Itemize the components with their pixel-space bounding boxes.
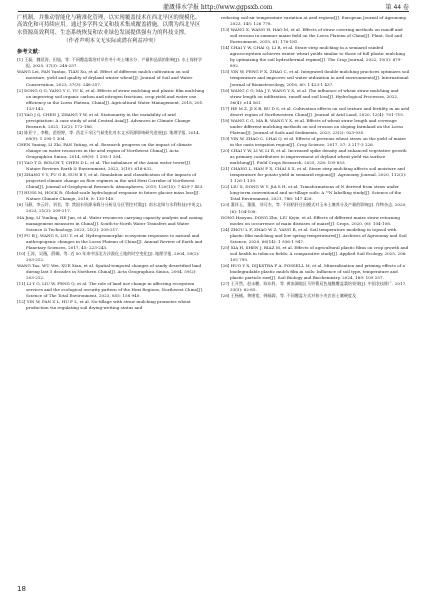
reference-item: DONG Haoyun, DONG Zhe, LIU Kejie, et al. Effects of different maize straw returning modes on occurrence of main diseases of maize[J]. Crops, 2020, (6): 104-108. <box>221 214 400 226</box>
body-paragraph: 广机制，并推动智能化与精准化管理，以实现覆盖技术在西北旱区的规模化、高效化和可持续应用。通过多学科交叉和技术集成覆盖措施，以期为西北旱区水资源高效利用、生态系统恢复和农业绿色发展提供强有力的科技支撑。 <box>17 15 201 36</box>
reference-item: [20] CHAI Y W, LI W, LI R, et al. Increased spike density and enhanced vegetative growth as primary contributors to improvement of dryland wheat yield via surface mulching[J]. Field Crops Research, 2025, 326: 109 853. <box>221 148 407 166</box>
reference-item: [15] YIN W, FENG F X, ZHAO C, et al. Integrated double mulching practices optimizes soil temperature and improves soil water utilization in arid environments[J]. International Journal of Biometeorology, 2016, 60: 1 423-1 437. <box>221 69 410 87</box>
reference-item: [27] 王开然，赵永鹏，陈东科，等. 黄南湖地区马铃薯双色地膜覆盖栽培效果[J]. 中国农技推广, 2017, 33(5): 62-65. <box>221 281 407 293</box>
reference-item: [1] 王磊，魏延涛，田旭，等. 不同覆盖栽培对旱作冬小麦土壤水分、产量和品质的影响[J]. 水土保持学报, 2025, 37(3): 248-257. <box>17 57 202 69</box>
reference-item: [7] HUSS M, HOCK R. Global-scale hydrological response to future glacier mass loss[J]. Nature Climate Change, 2018, 8: 135-140. <box>17 190 200 202</box>
reference-item: [6] ZHANG Y Y, FU G B, SUN B Y, et al. Simulation and classification of the impacts of projected climate change on flow regimes in the arid Hexi Corridor of Northwest China[J]. Journal of Geophysical Research: Atmospheres, 2015, 120(15): 7 429-7 453. <box>17 172 204 190</box>
right-column <box>221 15 410 299</box>
reference-item: WANG Lei, FAN Yantao, TIAN Xu, et al. Effect of different mulch cultivation on soil moisture, yield and quality of dryland winter wheat[J]. Journal of Soil and Water Conservation, 2023, 37(3): 248-257. <box>17 69 193 87</box>
reference-item: [14] CHAI Y W, CHAI Q, LI R, et al. Straw strip mulching in a semiarid rainfed agroecosystem achieves winter wheat yields similar to those of full plastic mulching by optimizing the soil hydrothermal regime[J]. The Crop Journal, 2022, 10(3): 879-892. <box>221 45 406 69</box>
reference-item: [19] YIN W, ZHAO C, CHAI Q, et al. Effects of previous wheat straw on the yield of maize in the oasis irrigation region[J]. Crop Science, 2017, 57: 3 217-3 226. <box>221 135 406 147</box>
reference-item: [26] HUO Y X, DIJKSTRA F A, POSSELL M, et al. Mineralisation and priming effects of a biodegradable plastic mulch film in soils: Influence of soil type, temperature and plastic particle size[J]. Soil Biology and Biochemistry, 2024, 189: 109 257. <box>221 262 405 281</box>
page-number: 18 <box>17 585 26 593</box>
page-header <box>0 0 427 14</box>
references-heading: 参考文献： <box>17 49 43 56</box>
reference-item: [17] HE M Z, JI X B, BU D S, et al. Cultivation effects on soil texture and fertility in an arid desert region of Northwestern China[J]. Journal of Arid Land, 2020, 12(4): 701-715. <box>221 105 410 117</box>
reference-item: CHEN Yaning, LI Zhi, FAN Yuting, et al. Research progress on the impact of climate change on water resources in the arid region of Northwest China[J]. Acta Geographica Sinica, 2014, 69(9): 1 295-1 304. <box>17 141 192 160</box>
conflict-of-interest-note: （作者声明本文无实际或潜在利益冲突） <box>63 38 159 45</box>
volume-label: 第 44 卷 <box>385 4 409 11</box>
reference-item: [12] YIN W, FAN Z L, HU F L, et al. No-tillage with straw mulching promotes wheat production via regulating soil drying-wetting status and <box>17 299 191 311</box>
header-rule <box>18 11 409 12</box>
reference-item: [23] 董祥玉，董强，刘可杰，等. 不同秸秆还田模式对玉米土壤养分及产量的影响[J]. 作物杂志, 2020, (6): 104-108. <box>221 202 407 214</box>
reference-item: [2] DONG Q G, YANG Y C, YU K, et al. Effects of straw mulching and plastic film mulching on improving soil organic carbon and nitrogen fractions, crop yield and water use efficiency in the Loess Plateau, China[J]. Agricultural Water Management, 2018, 201: 133-143. <box>17 87 205 111</box>
reference-item: [4] 陈亚宁，李稚，范煜婷，等. 西北干旱区气候变化对水文水资源影响研究进展[J]. 地理学报, 2014, 69(9): 1 295-1 304. <box>17 129 200 141</box>
reference-item: [8] 马静，李云玲，刘君，等. 我国水资源承载分分析及分区管控对策[J]. 南水北调与水利科技(中英文), 2023, 21(2): 209-217. <box>17 202 203 214</box>
reference-item: reducing soil-air temperature variation at arid regions[J]. European Journal of Agronomy, 2023, 145: 126 778. <box>221 15 407 27</box>
left-column <box>17 15 205 311</box>
reference-item: [25] XIA H, SHEN J, RIAZ M, et al. Effects of agricultural plastic films on crop growth and soil health in tobacco fields: A comparative study[J]. Applied Soil Ecology, 2025, 206: 105 795. <box>221 244 409 262</box>
reference-item: [16] WANG C G, MA J Y, WANG Y X, et al. The influence of wheat straw mulching and straw length on infiltration, runoff and soil loss[J]. Hydrological Processes, 2022, 36(4): e14 561. <box>221 87 399 105</box>
reference-item: [21] CHANG L, HAN F X, CHAI S X, et al. Straw strip mulching affects soil moisture and temperature for potato yield in semiarid regions[J]. Agronomy Journal, 2020, 112(2): 1 126-1 139. <box>221 166 407 184</box>
reference-item: [24] ZHOU L F, ZHAO W Z, YANG R, et al. Soil temperature modeling in topsoil with plastic film mulching and low spring temperatures[J]. Archives of Agronomy and Soil Science, 2020, 66(14): 1 936-1 947. <box>221 226 407 244</box>
journal-header: 灌溉排水学报 http://www.ggpsxb.com <box>163 4 273 11</box>
reference-item: [13] WANG X, WANG H, HAO M, et al. Effects of straw covering methods on runoff and soil erosion in summer maize field on the Loess Plateau of China[J]. Plant, Soil and Environment, 2015, 61: 176-181. <box>221 27 403 45</box>
reference-item: [18] WANG C G, MA B, WANG Y X, et al. Effects of wheat straw length and coverage under different mulching methods on soil erosion on sloping farmland on the Loess Plateau[J]. Journal of Soils and Sediments, 2023, 23(2): 923-935. <box>221 117 404 135</box>
reference-item: [22] LIU X, DONG W Y, JIA S H, et al. Transformations of N derived from straw under long-term conventional and no-tillage soils: A ¹⁵N labelling study[J]. Science of the Total Environment, 2021, 786: 147 428. <box>221 184 402 202</box>
reference-item: [28] 王杨楠，黄康宽，韩福霖，等. 不同覆盖方式对春小麦农田土壤硬度及 <box>221 293 357 299</box>
reference-item: [5] YAO T D, BOLCH T, CHEN D L, et al. The imbalance of the Asian water tower[J]. Nature Reviews Earth & Environment, 2022, 3(10): 618-632. <box>17 160 192 172</box>
reference-list-right <box>221 15 410 299</box>
reference-item: [10] 王涛，吴薇，薛娴，等. 近 50 年来中国北方沙漠化土地的时空变化[J]. 地理学报, 2004, 59(2): 203-212. <box>17 250 200 262</box>
reference-item: [11] LI Y G, LIU W, FENG Q, et al. The role of land use change in affecting ecosystem services and the ecological security pattern of the Hexi Regions, Northwest China[J]. Science of The Total Environment, 2023, 855: 158 940. <box>17 281 204 299</box>
reference-item: MA Jing, LI Yunling, HE Jun, et al. Water resources carrying capacity analysis and zoning management measures in China[J]. South-to-North Water Transfers and Water Science & Technology, 2023, 21(2): 209-217. <box>17 214 203 232</box>
reference-item: [9] FU B J, WANG S, LIU Y, et al. Hydrogeomorphic ecosystem responses to natural and anthropogenic changes in the Loess Plateau of China[J]. Annual Review of Earth and Planetary Sciences, 2017, 45: 223-243. <box>17 232 203 250</box>
reference-item: WANG Tao, WU Wei, XUE Xian, et al. Spatial-temporal changes of sandy desertified land during last 5 decades in Northern China[J]. Acta Geographica Sinica, 2004, 59(2): 203-212. <box>17 262 202 280</box>
reference-item: [3] YAO J Q, CHEN J, ZHANG T W, et al. Stationarity in the variability of arid precipitation: A case study of arid Central Asia[J]. Advances in Climate Change Research, 2021, 12(2): 172-186. <box>17 111 191 129</box>
reference-list-left <box>17 57 205 311</box>
